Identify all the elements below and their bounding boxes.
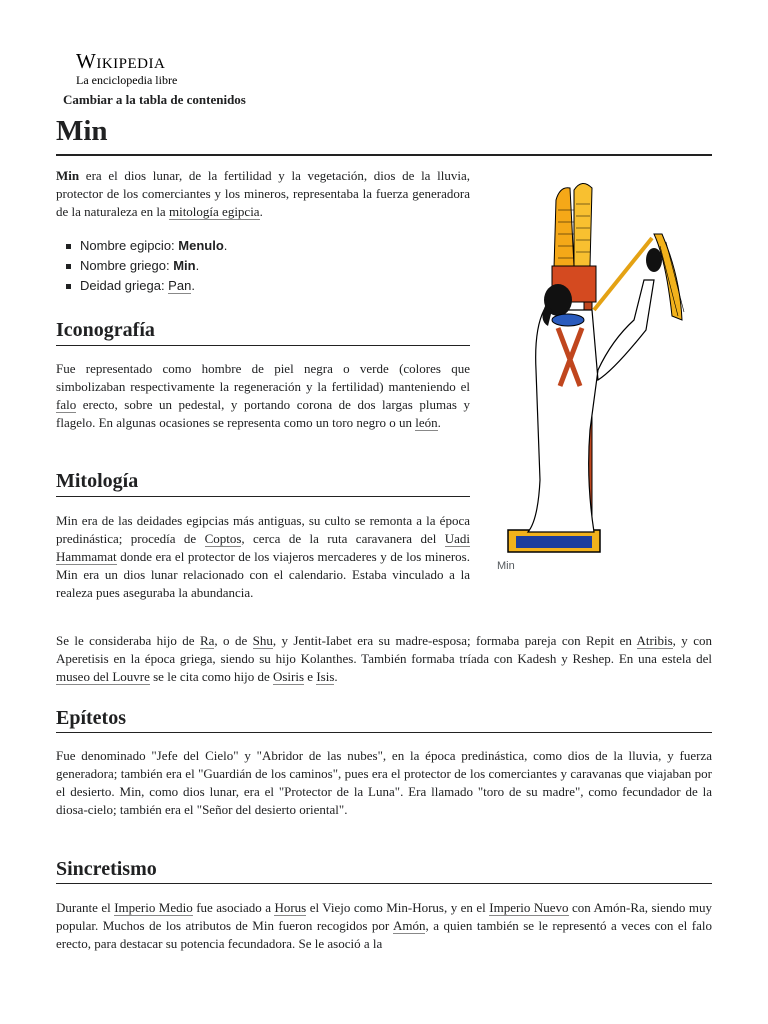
text: e bbox=[304, 669, 317, 684]
text: . bbox=[334, 669, 338, 684]
intro-text: era el dios lunar, de la fertilidad y la vegetación, dios de la lluvia, protector de los comerciantes y los mineros, representaba la fuerza generadora de la naturaleza en la bbox=[56, 168, 470, 219]
intro-end: . bbox=[259, 204, 263, 219]
section-divider bbox=[56, 732, 712, 733]
link-ra[interactable]: Ra bbox=[199, 633, 215, 648]
text: Se le consideraba hijo de bbox=[56, 633, 200, 648]
section-divider bbox=[56, 496, 470, 497]
toc-toggle-link[interactable]: Cambiar a la tabla de contenidos bbox=[63, 92, 246, 107]
section-heading-iconografia: Iconografía bbox=[56, 319, 155, 341]
link-coptos[interactable]: Coptos bbox=[204, 531, 242, 546]
list-item bbox=[66, 256, 227, 276]
mitologia-paragraph-2 bbox=[56, 632, 712, 686]
fact-end: . bbox=[191, 278, 195, 293]
sincretismo-paragraph bbox=[56, 899, 712, 953]
iconografia-paragraph bbox=[56, 360, 470, 432]
link-amon[interactable]: Amón bbox=[392, 918, 426, 933]
page-title: Min bbox=[56, 115, 108, 147]
fact-end: . bbox=[195, 258, 200, 273]
mitologia-paragraph-1 bbox=[56, 512, 470, 602]
epitetos-paragraph bbox=[56, 747, 712, 819]
min-illustration[interactable] bbox=[494, 180, 720, 580]
text: erecto, sobre un pedestal, y portando corona de dos largas plumas y flagelo. En algunas ocasiones se representa como un toro negro o un bbox=[56, 397, 470, 430]
text: Min era de las deidades egipcias más antiguas, su culto se remonta a la época predinástica; procedía de bbox=[56, 513, 470, 546]
fact-end: . bbox=[223, 238, 228, 253]
link-mitologia-egipcia[interactable]: mitología egipcia bbox=[168, 204, 260, 219]
text: , a quien también se le representó a veces con el falo erecto, para destacar su potencia fecundadora. Se le asoció a la bbox=[56, 918, 712, 951]
text: se le cita como hijo de bbox=[149, 669, 273, 684]
fact-value: Min bbox=[173, 258, 196, 273]
link-falo[interactable]: falo bbox=[56, 397, 77, 412]
logo-wordmark: Wikipedia bbox=[76, 49, 166, 73]
fact-label: Nombre griego: bbox=[80, 258, 174, 273]
text: , y con Aperetisis en la época griega, siendo su hijo Kolanthes. También formaba tríada con Kadesh y Reshep. En una estela del bbox=[56, 633, 712, 666]
text: . bbox=[437, 415, 441, 430]
intro-subject: Min bbox=[56, 168, 80, 183]
bullet bbox=[66, 284, 71, 289]
epitetos-text: Fue denominado "Jefe del Cielo" y "Abridor de las nubes", en la época predinástica, como dios de la lluvia, y fuerza generadora; también era el "Guardián de los caminos", pues era el protector de los comerciantes y caravanas que viajaban por el desierto. Min, como dios lunar, era el "Protector de la Luna". Era llamado "toro de su madre", como fecundador de la diosa-cielo; también era el "Señor del desierto oriental". bbox=[56, 748, 712, 817]
figure-caption: Min bbox=[497, 560, 515, 572]
section-divider bbox=[56, 345, 470, 346]
link-imperio-nuevo[interactable]: Imperio Nuevo bbox=[489, 900, 569, 915]
link-shu[interactable]: Shu bbox=[252, 633, 273, 648]
list-item bbox=[66, 276, 227, 296]
link-museo-del-louvre[interactable]: museo del Louvre bbox=[56, 669, 150, 684]
text: , o de bbox=[214, 633, 253, 648]
section-heading-sincretismo: Sincretismo bbox=[56, 858, 157, 880]
text: Fue representado como hombre de piel negra o verde (colores que simbolizaban respectivamente la regeneración y la fertilidad) manteniendo el bbox=[56, 361, 470, 394]
section-divider bbox=[56, 883, 712, 884]
text: fue asociado a bbox=[192, 900, 275, 915]
text: , y Jentit-Iabet era su madre-esposa; formaba pareja con Repit en bbox=[272, 633, 637, 648]
bullet bbox=[66, 244, 71, 249]
link-imperio-medio[interactable]: Imperio Medio bbox=[114, 900, 193, 915]
fact-value: Menulo bbox=[178, 238, 224, 253]
link-isis[interactable]: Isis bbox=[316, 669, 335, 684]
fact-label: Nombre egipcio: bbox=[80, 238, 179, 253]
text: Durante el bbox=[56, 900, 115, 915]
text: con Amón-Ra, siendo muy popular. Muchos de los atributos de Min fueron recogidos por bbox=[56, 900, 713, 933]
logo-tagline: La enciclopedia libre bbox=[76, 73, 178, 87]
list-item bbox=[66, 236, 227, 256]
link-atribis[interactable]: Atribis bbox=[636, 633, 673, 648]
facts-list bbox=[66, 236, 227, 296]
link-leon[interactable]: león bbox=[415, 415, 438, 430]
fact-label: Deidad griega: bbox=[80, 278, 169, 293]
section-heading-epitetos: Epítetos bbox=[56, 707, 126, 729]
intro-paragraph bbox=[56, 167, 470, 221]
title-divider bbox=[56, 154, 712, 156]
link-osiris[interactable]: Osiris bbox=[272, 669, 305, 684]
bullet bbox=[66, 264, 71, 269]
link-horus[interactable]: Horus bbox=[274, 900, 307, 915]
link-uadi-hammamat[interactable]: Uadi Hammamat bbox=[56, 531, 470, 564]
text: , cerca de la ruta caravanera del bbox=[241, 531, 445, 546]
wikipedia-logo[interactable] bbox=[76, 50, 206, 87]
min-figure-image bbox=[494, 180, 720, 580]
text: donde era el protector de los viajeros mercaderes y de los mineros. Min era un dios lunar relacionado con el calendario. Estaba vinculado a la realeza pues aseguraba la abundancia. bbox=[56, 549, 470, 600]
link-pan[interactable]: Pan bbox=[168, 278, 192, 293]
text: el Viejo como Min-Horus, y en el bbox=[306, 900, 490, 915]
section-heading-mitologia: Mitología bbox=[56, 470, 139, 492]
